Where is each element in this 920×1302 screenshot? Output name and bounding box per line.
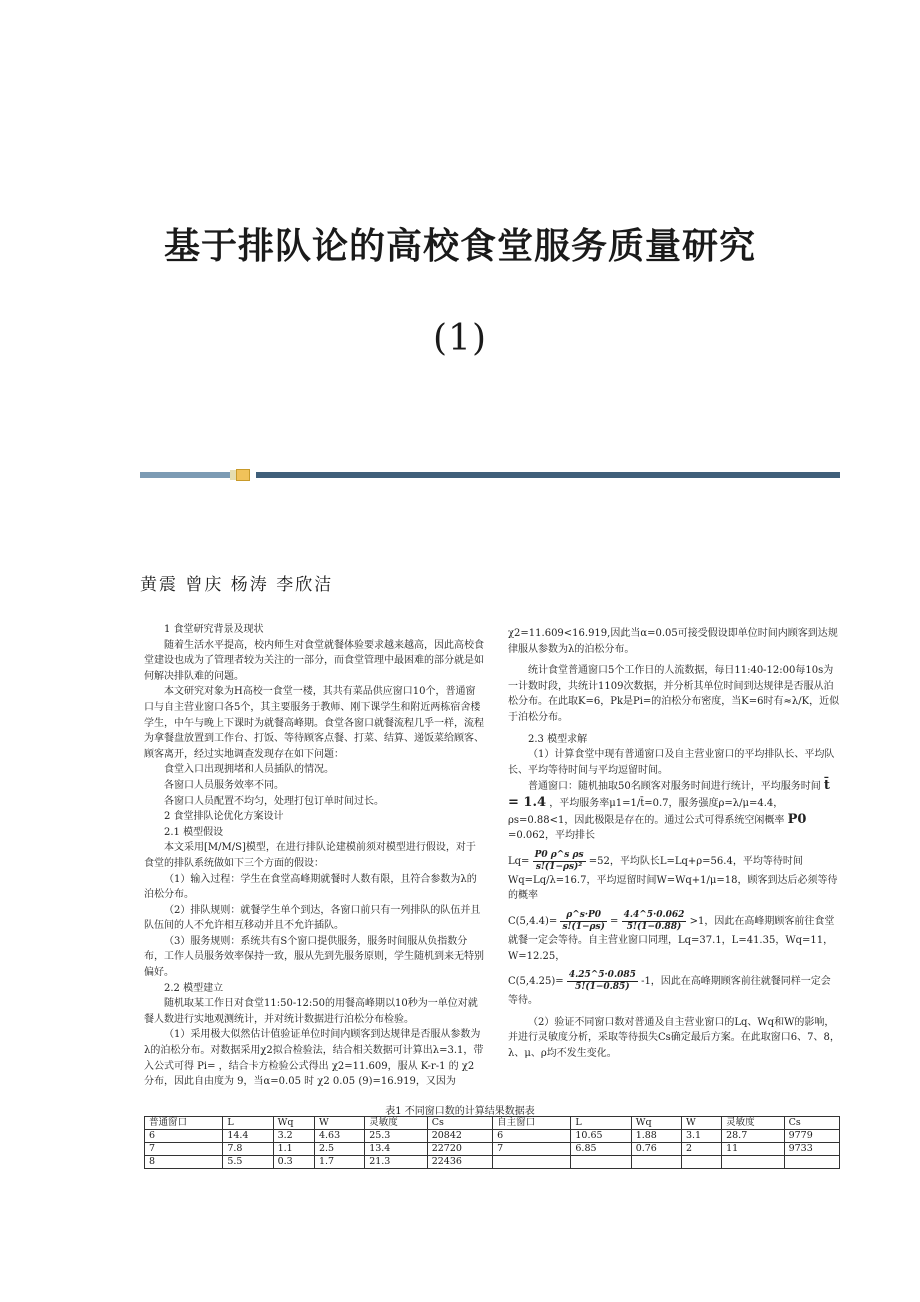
table-cell: 7.8 — [223, 1143, 273, 1156]
paragraph: （3）服务规则：系统共有S个窗口提供服务，服务时间服从负指数分布，工作人员服务效率保持一致，服从先到先服务原则，学生随机到来无特别偏好。 — [144, 935, 484, 979]
formula-c1-value: $\frac{4.4\^{}5\cdot 0.062}{5!(1-0.88)}$ — [623, 909, 685, 932]
table-cell: 2.5 — [314, 1143, 364, 1156]
formula-c1-label: C(5,4.4)= — [508, 915, 558, 927]
table-header-cell: Cs — [427, 1117, 492, 1130]
table-cell — [571, 1156, 631, 1169]
table-header-cell: 灵敏度 — [722, 1117, 785, 1130]
table-header-cell: 灵敏度 — [365, 1117, 428, 1130]
paragraph: 各窗口人员服务效率不同。 — [164, 779, 284, 791]
authors: 黄震 曾庆 杨涛 李欣洁 — [140, 575, 334, 595]
formula-c1: $\frac{\rho\^{}s\cdot P0}{s!(1-\rho s)}$ — [562, 909, 605, 932]
paragraph: 各窗口人员配置不均匀，处理打包订单时间过长。 — [164, 795, 384, 807]
paragraph: （1）输入过程：学生在食堂高峰期就餐时人数有限，且符合参数为λ的泊松分布。 — [144, 873, 477, 901]
results-table — [144, 1116, 840, 1169]
envelope-icon — [236, 469, 250, 481]
paragraph: 普通窗口：随机抽取50名顾客对服务时间进行统计，平均服务时间 — [528, 781, 821, 793]
table-header-row — [145, 1117, 840, 1130]
table-cell: 7 — [493, 1143, 571, 1156]
decorative-divider — [140, 470, 840, 480]
table-header-cell: W — [314, 1117, 364, 1130]
table-cell: 14.4 — [223, 1130, 273, 1143]
table-cell: 4.63 — [314, 1130, 364, 1143]
table-cell: 6 — [145, 1130, 223, 1143]
table-header-cell: 普通窗口 — [145, 1117, 223, 1130]
table-cell — [631, 1156, 681, 1169]
table-cell: 7 — [145, 1143, 223, 1156]
table-cell: 13.4 — [365, 1143, 428, 1156]
table-cell: 10.65 — [571, 1130, 631, 1143]
paragraph: 随着生活水平提高，校内师生对食堂就餐体验要求越来越高，因此高校食堂建设也成为了管理者较为关注的一部分，而食堂管理中最困难的部分就是如何解决排队难的问题。 — [144, 639, 484, 682]
paragraph: =0.062，平均排长 — [508, 830, 596, 842]
formula-lq: $\frac{\text{P0 ρ\textasciicircum{}s ρs}}{\text{s!(1−ρs)²}}$ — [534, 849, 584, 872]
table-header-cell: 自主窗口 — [493, 1117, 571, 1130]
table-cell: 25.3 — [365, 1130, 428, 1143]
page-title-part: (1) — [433, 318, 487, 359]
table-row — [145, 1143, 840, 1156]
table-cell: 22720 — [427, 1143, 492, 1156]
table-cell: 1.1 — [273, 1143, 314, 1156]
table-header-cell: W — [681, 1117, 721, 1130]
table-cell: 8 — [145, 1156, 223, 1169]
table-cell: 28.7 — [722, 1130, 785, 1143]
paragraph: 2 食堂排队论优化方案设计 — [164, 811, 284, 823]
table-header-cell: L — [571, 1117, 631, 1130]
table-row — [145, 1156, 840, 1169]
right-column: χ2=11.609<16.919,因此当α=0.05可接受假设即单位时间内顾客到达规律服从参数为λ的泊松分布。 统计食堂普通窗口5个工作日的人流数据，每日11:40-12:00每10s为一计数时段，共统计1109次数据，并分析其单位时间到达规律是否服从泊松分布。在此取K=6，Pk是Pi=的泊松分布密度，当K=6时有≈λ/K，近似于泊松分布。 2.3 模型求解 （1）计算食堂中现有普通窗口及自主营业窗口的平均排队长、平均队长、平均等待时间与平均逗留时间。 普通窗口：随机抽取50名顾客对服务时间进行统计，平均服务时间 t̄ = 1.4 ，平均服务率μ1=1/t̄=0.7，服务强度ρ=λ/μ=4.4，ρs=0.88<1，因此极限是存在的。通过公式可得系统空闲概率 P0 =0.062，平均排长 Lq= $\frac{\text{P0 ρ\textasciicircum{}s ρs}}{\text{s!(1−ρs)²}}$ =52，平均队长L=Lq+ρ=56.4，平均等待时间Wq=Lq/λ=16.7，平均逗留时间W=Wq+1/μ=18，顾客到达后必须等待的概率 C(5,4.4)= $\frac{\rho\^{}s\cdot P0}{s!(1-\rho s)}$ = $\frac{4.4\^{}5\cdot 0.062}{5!(1-0.88)}$ >1，因此在高峰期顾客前往食堂就餐一定会等待。自主营业窗口同理，Lq=37.1，L=41.35，Wq=11，W=12.25， C(5,4.25)= $\frac{4.25\^{}5\cdot 0.085}{5!(1-0.85)}$ -1，因此在高峰期顾客前往就餐同样一定会等待。 （2）验证不同窗口数对普通及自主营业窗口的Lq、Wq和W的影响，并进行灵敏度分析，采取等待损失Cs确定最后方案。在此取窗口6、7、8，λ、μ、ρ均不发生变化。 — [508, 626, 840, 1061]
page-title: 基于排队论的高校食堂服务质量研究 — [163, 225, 756, 267]
table-cell: 0.76 — [631, 1143, 681, 1156]
paragraph: （1）计算食堂中现有普通窗口及自主营业窗口的平均排队长、平均队长、平均等待时间与平均逗留时间。 — [508, 749, 835, 776]
formula-c2-label: C(5,4.25)= — [508, 976, 564, 988]
paragraph: （1）采用极大似然估计值验证单位时间内顾客到达规律是否服从参数为λ的泊松分布。对数据采用χ2拟合检验法，结合相关数据可计算出λ=3.1，带入公式可得 Pi= ，结合卡方检验公式得出 χ2=11.609，服从 K-r-1 的 χ2 分布，因此自由度为 9，当α=0.05 时 χ2 0.05 (9)=16.919，又因为 — [144, 1029, 484, 1088]
table-cell: 21.3 — [365, 1156, 428, 1169]
paragraph: 食堂入口出现拥堵和人员插队的情况。 — [164, 764, 334, 776]
section-heading: 2.3 模型求解 — [528, 733, 588, 745]
formula-p0: P0 — [787, 811, 807, 827]
table-cell: 9779 — [784, 1130, 839, 1143]
table-cell — [722, 1156, 785, 1169]
paragraph: =52，平均队长L=Lq+ρ=56.4，平均等待时间Wq=Lq/λ=16.7，平均逗留时间W=Wq+1/μ=18，顾客到达后必须等待的概率 — [508, 855, 838, 902]
table-cell: 11 — [722, 1143, 785, 1156]
table-cell: 3.2 — [273, 1130, 314, 1143]
table-cell: 2 — [681, 1143, 721, 1156]
table-header-cell: Wq — [273, 1117, 314, 1130]
paragraph: χ2=11.609<16.919,因此当α=0.05可接受假设即单位时间内顾客到达规律服从参数为λ的泊松分布。 — [508, 628, 838, 655]
table-cell — [681, 1156, 721, 1169]
paragraph: （2）排队规则：就餐学生单个到达，各窗口前只有一列排队的队伍并且队伍间的人不允许相互移动并且不允许插队。 — [144, 904, 481, 932]
table-cell: 20842 — [427, 1130, 492, 1143]
table-header-cell: L — [223, 1117, 273, 1130]
table-cell — [784, 1156, 839, 1169]
formula-lq-label: Lq= — [508, 855, 530, 867]
table-cell — [493, 1156, 571, 1169]
table-cell: 1.88 — [631, 1130, 681, 1143]
table-title: 表1 不同窗口数的计算结果数据表 — [385, 1106, 535, 1117]
paragraph: 统计食堂普通窗口5个工作日的人流数据，每日11:40-12:00每10s为一计数时段，共统计1109次数据，并分析其单位时间到达规律是否服从泊松分布。在此取K=6，Pk是Pi=的泊松分布密度，当K=6时有≈λ/K，近似于泊松分布。 — [508, 665, 840, 723]
table-cell: 0.3 — [273, 1156, 314, 1169]
table-row — [145, 1130, 840, 1143]
table-cell: 22436 — [427, 1156, 492, 1169]
paragraph: -1，因此在高峰期顾客前往就餐同样一定会等待。 — [508, 976, 831, 1007]
table-header-cell: Wq — [631, 1117, 681, 1130]
paragraph: 1 食堂研究背景及现状 — [164, 624, 264, 635]
table-cell: 1.7 — [314, 1156, 364, 1169]
table-cell: 9733 — [784, 1143, 839, 1156]
left-column — [144, 622, 484, 1090]
paragraph: 2.2 模型建立 — [164, 982, 224, 994]
table-cell: 6 — [493, 1130, 571, 1143]
paragraph: >1，因此在高峰期顾客前往食堂就餐一定会等待。自主营业窗口同理，Lq=37.1，L=41.35，Wq=11，W=12.25， — [508, 915, 835, 962]
paragraph: 本文采用[M/M/S]模型，在进行排队论建模前须对模型进行假设，对于食堂的排队系统做如下三个方面的假设： — [144, 842, 476, 869]
table-header-cell: Cs — [784, 1117, 839, 1130]
table-cell: 6.85 — [571, 1143, 631, 1156]
formula-t: t̄ = 1.4 — [508, 778, 830, 810]
table-cell: 5.5 — [223, 1156, 273, 1169]
paragraph: 本文研究对象为H高校一食堂一楼，其共有菜品供应窗口10个，普通窗口与自主营业窗口各5个，其主要服务于教师、刚下课学生和附近两栋宿舍楼学生，中午与晚上下课时为就餐高峰期。食堂各窗口就餐流程几乎一样，流程为拿餐盘放置到工作台、打饭、等待顾客点餐、打菜、结算、递饭菜给顾客、顾客离开，经过实地调查发现存在如下问题： — [144, 686, 484, 760]
formula-c2: $\frac{4.25\^{}5\cdot 0.085}{5!(1-0.85)}$ — [568, 970, 636, 993]
paragraph: 随机取某工作日对食堂11:50-12:50的用餐高峰期以10秒为一单位对就餐人数进行实地观测统计，并对统计数据进行泊松分布检验。 — [144, 998, 478, 1025]
paragraph: ，平均服务率μ1=1/t̄=0.7，服务强度ρ=λ/μ=4.4，ρs=0.88<1，因此极限是存在的。通过公式可得系统空闲概率 — [508, 797, 785, 826]
table-cell: 3.1 — [681, 1130, 721, 1143]
paragraph: 2.1 模型假设 — [164, 826, 224, 838]
paragraph: （2）验证不同窗口数对普通及自主营业窗口的Lq、Wq和W的影响，并进行灵敏度分析，采取等待损失Cs确定最后方案。在此取窗口6、7、8，λ、μ、ρ均不发生变化。 — [508, 1016, 840, 1059]
